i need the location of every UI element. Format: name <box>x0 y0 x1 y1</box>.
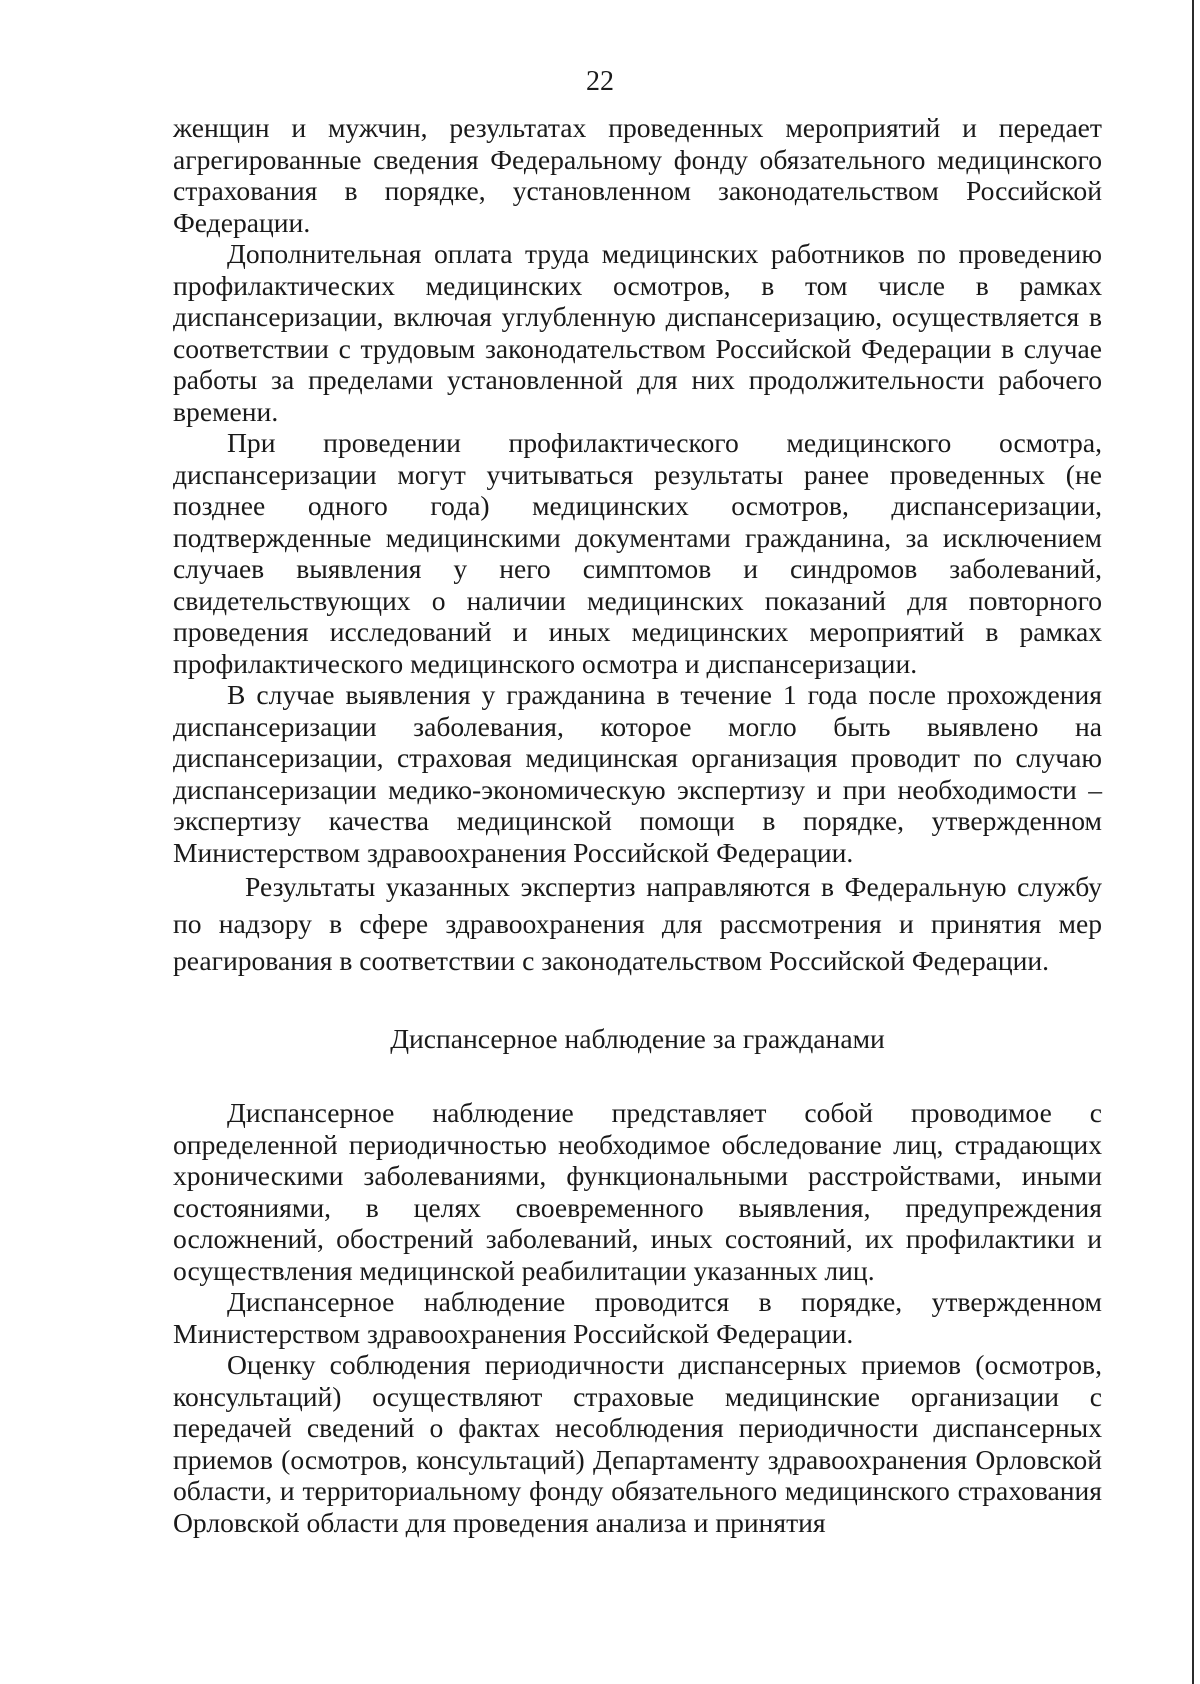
page-edge-line <box>1192 0 1194 1684</box>
paragraph-additional-pay: Дополнительная оплата труда медицинских работников по проведению профилактических медицинских осмотров, в том числе в рамках диспансеризации, включая углубленную диспансеризацию, осуществляется в соответствии с трудовым законодательством Российской Федерации в случае работы за пределами установленной для них продолжительности рабочего времени. <box>173 238 1102 427</box>
section-heading: Диспансерное наблюдение за гражданами <box>390 1023 885 1054</box>
paragraph-dispensary-order: Диспансерное наблюдение проводится в порядке, утвержденном Министерством здравоохранения Российской Федерации. <box>173 1286 1102 1349</box>
paragraph-expertise-results: Результаты указанных экспертиз направляются в Федеральную службу по надзору в сфере здравоохранения для рассмотрения и принятия мер реагирования в соответствии с законодательством Российской Федерации. <box>173 871 1102 976</box>
paragraph-periodicity-assessment: Оценку соблюдения периодичности диспансерных приемов (осмотров, консультаций) осуществляют страховые медицинские организации с передачей сведений о фактах несоблюдения периодичности диспансерных приемов (осмотров, консультаций) Департаменту здравоохранения Орловской области, и территориальному фонду обязательного медицинского страхования Орловской области для проведения анализа и принятия <box>173 1349 1102 1538</box>
paragraph-dispensary-definition: Диспансерное наблюдение представляет собой проводимое с определенной периодичностью необходимое обследование лиц, страдающих хроническими заболеваниями, функциональными расстройствами, иными состояниями, в целях своевременного выявления, предупреждения осложнений, обострений заболеваний, иных состояний, их профилактики и осуществления медицинской реабилитации указанных лиц. <box>173 1097 1102 1286</box>
page-number: 22 <box>586 66 614 97</box>
paragraph-prior-results: При проведении профилактического медицинского осмотра, диспансеризации могут учитываться результаты ранее проведенных (не позднее одного года) медицинских осмотров, диспансеризации, подтвержденные медицинскими документами гражданина, за исключением случаев выявления у него симптомов и синдромов заболеваний, свидетельствующих о наличии медицинских показаний для повторного проведения исследований и иных медицинских мероприятий в рамках профилактического медицинского осмотра и диспансеризации. <box>173 427 1102 679</box>
paragraph-disease-detection: В случае выявления у гражданина в течение 1 года после прохождения диспансеризации заболевания, которое могло быть выявлено на диспансеризации, страховая медицинская организация проводит по случаю диспансеризации медико-экономическую экспертизу и при необходимости – экспертизу качества медицинской помощи в порядке, утвержденном Министерством здравоохранения Российской Федерации. <box>173 679 1102 868</box>
document-body <box>173 112 1102 1538</box>
paragraph-continued: женщин и мужчин, результатах проведенных мероприятий и передает агрегированные сведения Федеральному фонду обязательного медицинского страхования в порядке, установленном законодательством Российской Федерации. <box>173 112 1102 238</box>
